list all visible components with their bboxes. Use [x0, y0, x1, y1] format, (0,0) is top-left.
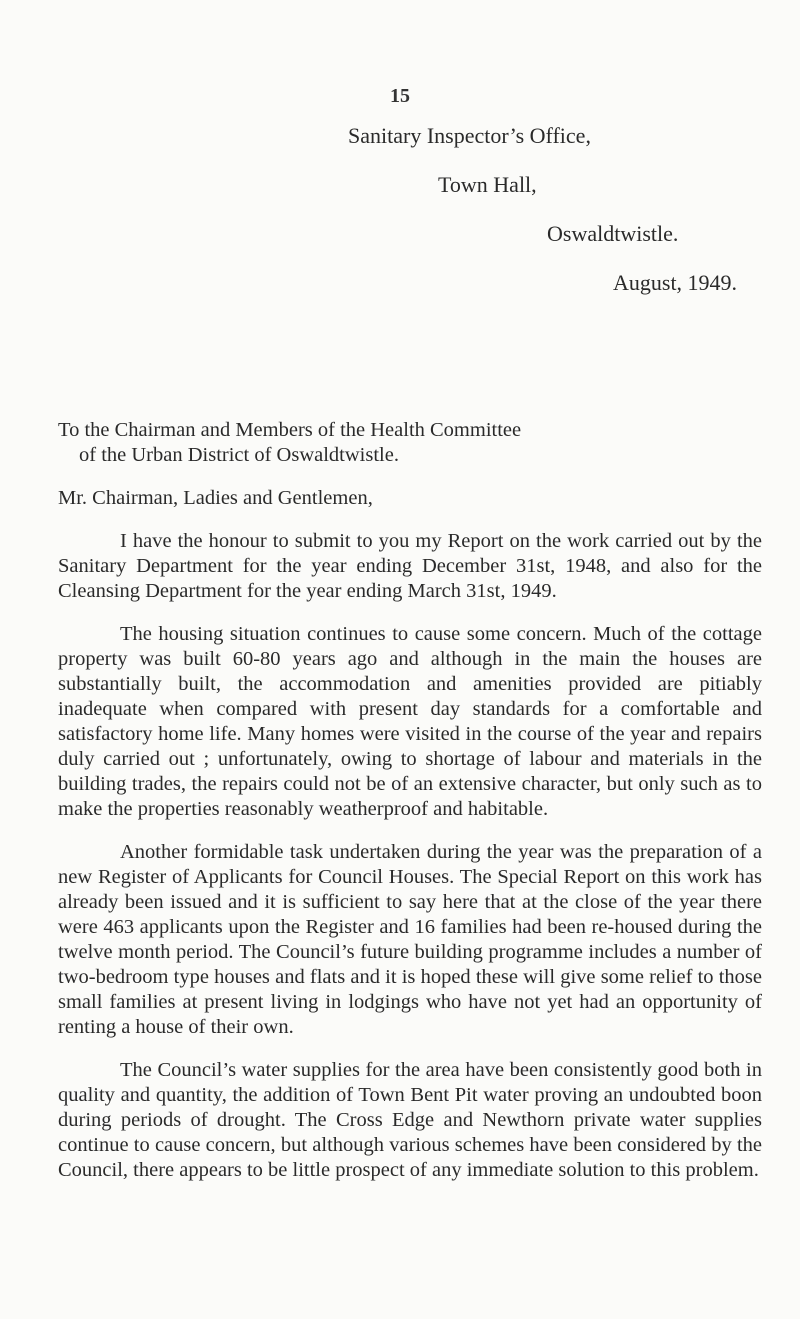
paragraph-water-supplies: The Council’s water supplies for the area have been consistently good both in quality and quantity, the addition of Town Bent Pit water proving an undoubted boon during periods of drought. The Cross Edge and Newthorn private water supplies continue to cause concern, but although various schemes have been considered by the Council, there appears to be little prospect of any immediate solution to this problem. — [58, 1059, 762, 1181]
page-number: 15 — [390, 85, 410, 107]
addressee — [58, 418, 762, 468]
letter-body — [58, 418, 762, 1183]
address-line-town: Oswaldtwistle. — [547, 221, 679, 246]
addressee-line-1: To the Chairman and Members of the Health Committee — [58, 419, 522, 441]
letter-date: August, 1949. — [613, 270, 738, 295]
addressee-line-2: of the Urban District of Oswaldtwistle. — [79, 444, 399, 466]
paragraph-housing: The housing situation continues to cause some concern. Much of the cottage property was built 60-80 years ago and although in the main the houses are substantially built, the accommodation and amenities provided are pitiably inadequate when compared with present day standards for a comfortable and satisfactory home life. Many homes were visited in the course of the year and repairs duly carried out ; unfortunately, owing to shortage of labour and materials in the building trades, the repairs could not be of an extensive character, but only such as to make the properties reasonably weatherproof and habitable. — [58, 623, 762, 820]
address-line-office: Sanitary Inspector’s Office, — [348, 123, 591, 148]
paragraph-report-intro: I have the honour to submit to you my Report on the work carried out by the Sanitary Department for the year ending December 31st, 1948, and also for the Cleansing Department for the year ending March 31st, 1949. — [58, 530, 762, 602]
sender-address-block — [0, 120, 800, 299]
paragraph-register: Another formidable task undertaken during the year was the preparation of a new Register of Applicants for Council Houses. The Special Report on this work has already been issued and it is sufficient to say here that at the close of the year there were 463 applicants upon the Register and 16 families had been re-housed during the twelve month period. The Council’s future building programme includes a number of two-bedroom type houses and flats and it is hoped these will give some relief to those small families at present living in lodgings who have not yet had an opportunity of renting a house of their own. — [58, 841, 762, 1038]
address-line-building: Town Hall, — [438, 172, 537, 197]
salutation: Mr. Chairman, Ladies and Gentlemen, — [58, 487, 373, 509]
